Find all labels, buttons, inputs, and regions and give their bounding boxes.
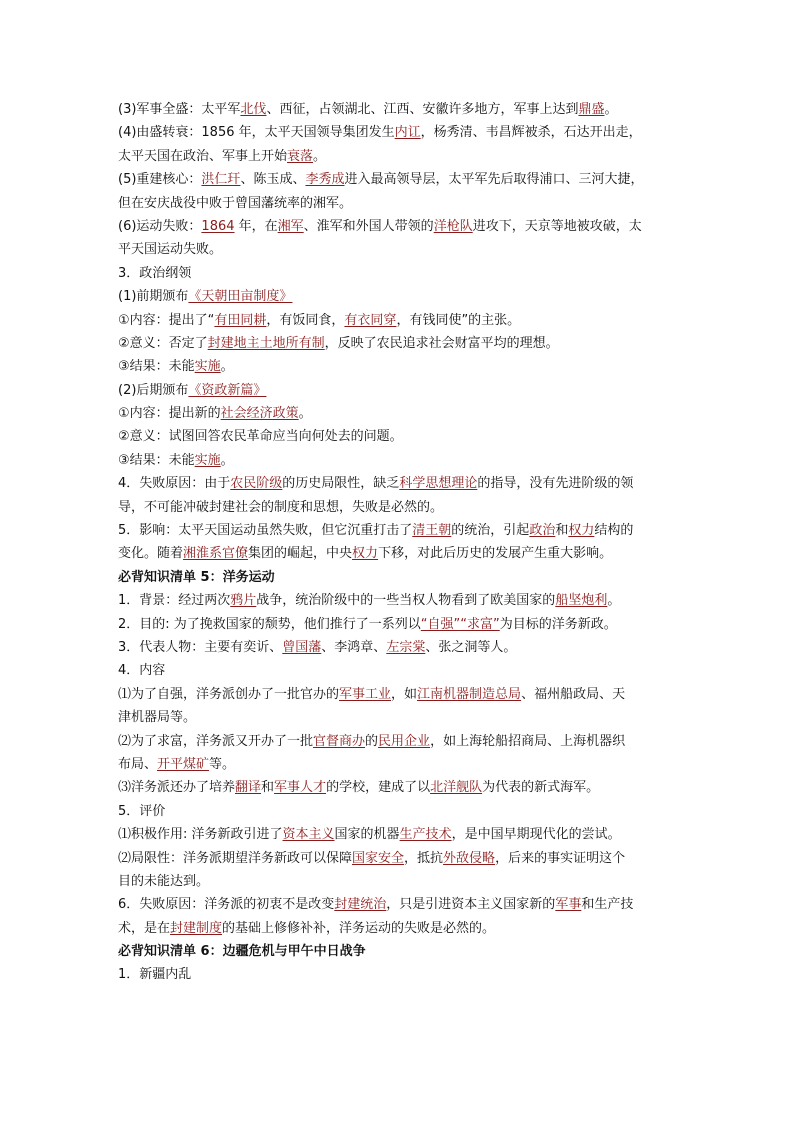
text-line	[118, 238, 684, 261]
keyword-underlined: 船坚炮利	[555, 593, 608, 609]
text-span: ，只是引进资本主义国家新的	[386, 897, 556, 913]
keyword-underlined: 有田同耕	[214, 312, 267, 328]
text-span: 。	[313, 148, 327, 164]
text-span: 目的未能达到。	[118, 873, 210, 889]
text-span: ⑵局限性：洋务派期望洋务新政可以保障	[118, 850, 353, 866]
keyword-underlined: 封建地主土地所有制	[207, 335, 325, 351]
keyword-underlined: 左宗棠	[386, 639, 426, 655]
text-span: 1．新疆内乱	[118, 967, 192, 983]
text-line	[118, 98, 684, 121]
text-span: 3．代表人物：主要有奕䜣、	[118, 639, 283, 655]
text-line	[118, 659, 684, 682]
keyword-underlined: 社会经济政策	[220, 406, 299, 422]
keyword-underlined: 国家安全	[352, 850, 405, 866]
keyword-underlined: 官督商办	[313, 733, 366, 749]
text-span: 、李鸿章、	[321, 639, 387, 655]
text-span: ①内容：提出了“	[118, 312, 215, 328]
text-span: ⑵为了求富，洋务派又开办了一批	[118, 733, 314, 749]
text-line	[118, 379, 684, 402]
text-span: (2)后期颁布	[118, 382, 189, 398]
text-span: 3．政治纲领	[118, 265, 192, 281]
text-span: 的统治，引起	[451, 523, 530, 539]
text-span: ③结果：未能	[118, 452, 195, 468]
text-span: 必背知识清单 5：洋务运动	[118, 569, 275, 585]
text-line	[118, 496, 684, 519]
text-span: 结构的	[594, 523, 634, 539]
text-span: 的	[365, 733, 379, 749]
text-line	[118, 823, 684, 846]
text-line	[118, 192, 684, 215]
keyword-underlined: 1864	[201, 218, 235, 234]
text-line	[118, 753, 684, 776]
text-span: 的基础上修修补补，洋务运动的失败是必然的。	[222, 920, 496, 936]
text-line	[118, 425, 684, 448]
text-span: 的学校，建成了以	[326, 780, 431, 796]
keyword-underlined: 权力	[568, 523, 595, 539]
text-span: 6．失败原因：洋务派的初衷不是改变	[118, 897, 335, 913]
keyword-underlined: 政治	[529, 523, 556, 539]
keyword-underlined: 开平煤矿	[157, 756, 210, 772]
text-span: 。	[298, 406, 312, 422]
text-span: 等。	[209, 756, 236, 772]
keyword-underlined: 生产技术	[399, 827, 452, 843]
keyword-underlined: 鸦片	[230, 593, 257, 609]
text-span: 。	[604, 102, 618, 117]
keyword-underlined: 湘淮系官僚	[183, 546, 249, 562]
text-line	[118, 542, 684, 565]
text-span: 和生产技	[581, 897, 634, 913]
text-span: 变化。随着	[118, 546, 184, 562]
text-span: 集团的崛起，中央	[248, 546, 353, 562]
text-span: 平天国运动失败。	[118, 242, 223, 258]
keyword-underlined: 权力	[352, 546, 379, 562]
text-span: ⑴为了自强，洋务派创办了一批官办的	[118, 686, 340, 702]
text-line	[118, 683, 684, 706]
text-span: 4．失败原因：由于	[118, 476, 231, 492]
text-span: ，有钱同使”的主张。	[396, 312, 521, 328]
keyword-underlined: 鼎盛	[578, 102, 605, 117]
text-span: (6)运动失败：	[118, 218, 202, 234]
text-span: 5．评价	[118, 803, 166, 819]
keyword-underlined: 湘军	[277, 218, 304, 234]
keyword-underlined: 科学思想理论	[399, 476, 478, 492]
text-span: 进攻下，天京等地被攻破，太	[472, 218, 642, 234]
text-span: 、福州船政局、天	[521, 686, 626, 702]
keyword-underlined: 衰落	[287, 148, 314, 164]
text-line	[118, 730, 684, 753]
text-span: ⑴积极作用: 洋务新政引进了	[118, 827, 283, 843]
keyword-underlined: 李秀成	[305, 172, 345, 188]
text-span: 年，在	[234, 218, 278, 234]
text-line	[118, 613, 684, 636]
text-line	[118, 332, 684, 355]
section-heading	[118, 940, 684, 963]
keyword-underlined: 军事人才	[274, 780, 327, 796]
text-span: 国家的机器	[334, 827, 400, 843]
text-span: 布局、	[118, 756, 158, 772]
text-span: 。	[220, 452, 234, 468]
keyword-underlined: 江南机器制造总局	[417, 686, 522, 702]
text-span: 、张之洞等人。	[425, 639, 517, 655]
text-span: 津机器局等。	[118, 710, 197, 726]
text-span: 5．影响：太平天国运动虽然失败，但它沉重打击了	[118, 523, 413, 539]
text-line	[118, 893, 684, 916]
text-span: 1．背景：经过两次	[118, 593, 231, 609]
text-span: 但在安庆战役中败于曾国藩统率的湘军。	[118, 195, 353, 211]
text-line	[118, 309, 684, 332]
text-line	[118, 145, 684, 168]
text-span: 为代表的新式海军。	[482, 780, 600, 796]
text-span: 4．内容	[118, 663, 166, 679]
text-line	[118, 800, 684, 823]
text-span: 必背知识清单 6：边疆危机与甲午中日战争	[118, 944, 366, 960]
keyword-underlined: 实施	[194, 452, 221, 468]
keyword-underlined: 封建统治	[334, 897, 387, 913]
text-span: ，如	[391, 686, 418, 702]
text-line	[118, 636, 684, 659]
keyword-underlined: 北洋舰队	[430, 780, 483, 796]
keyword-underlined: 封建制度	[170, 920, 223, 936]
text-line	[118, 963, 684, 986]
text-span: ③结果：未能	[118, 359, 195, 375]
keyword-underlined: 翻译	[235, 780, 262, 796]
text-span: 、淮军和外国人带领的	[303, 218, 434, 234]
keyword-underlined: 资本主义	[282, 827, 335, 843]
text-span: ，杨秀清、韦昌辉被杀，石达开出走，	[420, 125, 642, 141]
text-span: 太平天国在政治、军事上开始	[118, 148, 288, 164]
text-line	[118, 262, 684, 285]
keyword-underlined: 曾国藩	[282, 639, 322, 655]
keyword-underlined: 军事	[555, 897, 582, 913]
text-span: 进入最高领导层，太平军先后取得浦口、三河大捷，	[344, 172, 644, 188]
text-span: 、西征，占领湖北、江西、安徽许多地方，军事上达到	[266, 102, 579, 117]
keyword-underlined: 外敌侵略	[443, 850, 496, 866]
text-span: ，有饭同食，	[266, 312, 345, 328]
text-span: ②意义：试图回答农民革命应当向何处去的问题。	[118, 429, 403, 445]
text-span: 为目标的洋务新政。	[499, 616, 617, 632]
keyword-underlined: 清王朝	[412, 523, 452, 539]
keyword-underlined: 《天朝田亩制度》	[188, 289, 293, 305]
text-span: 的指导，没有先进阶级的领	[477, 476, 634, 492]
text-line	[118, 847, 684, 870]
text-span: (3)军事全盛：太平军	[118, 102, 241, 117]
text-span: 。	[220, 359, 234, 375]
keyword-underlined: 洪仁玕	[201, 172, 241, 188]
text-line	[118, 285, 684, 308]
text-span: 术，是在	[118, 920, 171, 936]
text-span: 。	[607, 593, 621, 609]
text-line	[118, 449, 684, 472]
keyword-underlined: 军事工业	[339, 686, 392, 702]
text-span: ⑶洋务派还办了培养	[118, 780, 236, 796]
keyword-underlined: 实施	[194, 359, 221, 375]
document-page	[118, 98, 684, 987]
text-span: (1)前期颁布	[118, 289, 189, 305]
text-span: ②意义：否定了	[118, 335, 208, 351]
keyword-underlined: 农民阶级	[230, 476, 283, 492]
text-span: 和	[555, 523, 569, 539]
text-span: ，反映了农民追求社会财富平均的理想。	[324, 335, 559, 351]
text-line	[118, 472, 684, 495]
text-span: (4)由盛转衰：1856 年，太平天国领导集团发生	[118, 125, 395, 141]
keyword-underlined: “自强”“求富”	[420, 616, 500, 632]
text-line	[118, 519, 684, 542]
text-line	[118, 168, 684, 191]
text-span: ，如上海轮船招商局、上海机器织	[430, 733, 626, 749]
text-span: ，是中国早期现代化的尝试。	[451, 827, 621, 843]
keyword-underlined: 有衣同穿	[344, 312, 397, 328]
keyword-underlined: 北伐	[240, 102, 267, 117]
text-line	[118, 215, 684, 238]
keyword-underlined: 民用企业	[378, 733, 431, 749]
keyword-underlined: 洋枪队	[433, 218, 473, 234]
keyword-underlined: 内讧	[394, 125, 421, 141]
text-span: 导，不可能冲破封建社会的制度和思想，失败是必然的。	[118, 499, 444, 515]
text-line	[118, 706, 684, 729]
keyword-underlined: 《资政新篇》	[188, 382, 267, 398]
text-line	[118, 355, 684, 378]
section-heading	[118, 566, 684, 589]
text-line	[118, 121, 684, 144]
text-span: ，后来的事实证明这个	[495, 850, 626, 866]
text-line	[118, 917, 684, 940]
text-span: 的历史局限性，缺乏	[282, 476, 400, 492]
text-line	[118, 870, 684, 893]
text-line	[118, 776, 684, 799]
text-span: 2．目的: 为了挽救国家的颓势，他们推行了一系列以	[118, 616, 421, 632]
text-span: 战争，统治阶级中的一些当权人物看到了欧美国家的	[256, 593, 556, 609]
text-span: 、陈玉成、	[240, 172, 306, 188]
text-span: 下移，对此后历史的发展产生重大影响。	[378, 546, 613, 562]
text-line	[118, 589, 684, 612]
text-span: ，抵抗	[404, 850, 444, 866]
text-line	[118, 402, 684, 425]
text-span: ①内容：提出新的	[118, 406, 221, 422]
text-span: (5)重建核心：	[118, 172, 202, 188]
text-span: 和	[261, 780, 275, 796]
